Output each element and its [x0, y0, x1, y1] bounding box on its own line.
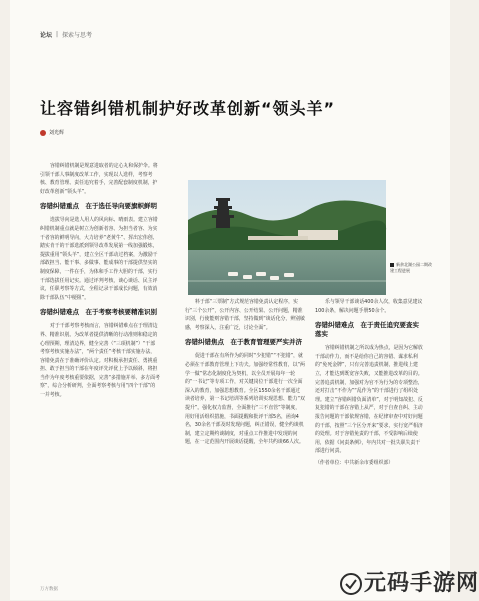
site-watermark — [340, 566, 479, 597]
author-name: 刘光辉 — [49, 130, 65, 136]
photo-caption — [390, 262, 432, 273]
section-separator: | — [56, 31, 59, 38]
section-heading: 容错纠错难点 在于责任追究要查实落实 — [315, 321, 419, 339]
article-title: 让容错纠错机制护好改革创新“领头羊” — [40, 99, 336, 118]
author-bullet-icon — [40, 130, 46, 136]
paragraph: 对于干部考察考核而言，容错纠错难点在于理清边界、精准识别。为改革者提供清晰的行动准则和稳定的心理预期，理清边界，健全完善（“三项机制”）“干部考察考核实施办法”，“两个责任”考核干部实施办法，容错免责在于准确评价认定。对积极承担责任、勇挑重担、敢于担当的干部在年度评先评优上予以倾斜，将担当作为年度考核重要依据，完善“多措施并举、多方面考察”，综合分析研判，全面考察考核与用“四个干部”的一并考核。 — [40, 323, 160, 399]
caption-marker-icon — [390, 263, 394, 267]
section-subtitle: 探索与思考 — [62, 32, 93, 39]
watermark-logo-icon — [340, 573, 362, 595]
paragraph: 促进干部在有所作为的同时“少犯错”“不犯错”，就必须在干部教育管理上下功夫。加强经常性教育，以“两学一做”常态化制度化为契机，以全员开展每年一轮的“一书记”等专项工作，对关键岗位干部进行一次全面深入的教育，加强思想教育。全区1550余名干部通过读者培养，第一书记培训等系列培训实现思想、能力“双提升”。强化权力监督，全面推行“三不直管”等制度，用好用活组织措施，书面提醒和批评干部5名，函询4名，30余名干部及时发现问题，纠正错误，健全约谈机制，建立定期约谈制度，对重点工作推进中发现的问题，在一定范围内开展谈话提醒，全年共约谈66人次。 — [185, 353, 305, 446]
watermark-text: 元码手游网 — [364, 571, 479, 596]
text-column-1 — [40, 162, 160, 403]
section-header — [40, 30, 92, 39]
section-heading: 容错纠错难点 在于考察考核要精准识别 — [40, 308, 157, 317]
paragraph: 选拔导向是选人用人的风向标、晴雨表。建立容错纠错机制重点就是树立为创新者容、为担当者容、为实干者容的鲜明导向，大力培养“老黄牛”、挥出宏伟创、踏实肯干的干部选派到领导改革发展第一线加强锻炼，提拔重用“领头羊”，建立全区干部动过档案，为激励干部敢担当、能干事、多做事、能成事的干部提供坚实的制度保障，一件在手，为体和手工作大胆的干部，实行干部选拔任用记实。通过评判考核，谈心谈话、民主评议，任职考察等方式，全程记录干部成长问题，有效消除干部队伍“中梗阻”。 — [40, 217, 158, 301]
text-column-3 — [315, 298, 423, 471]
author-note: （作者单位：中共新余市委组织部） — [315, 459, 394, 466]
paragraph: 乐与领导干部谈话400余人次，收集意见建议100余条，解决问题手册50余个。 — [315, 299, 423, 314]
magazine-page — [10, 0, 450, 600]
lake-pagoda-photo — [188, 180, 386, 295]
text-column-2 — [185, 298, 305, 450]
section-column: 论坛 — [40, 32, 53, 39]
caption-text: 新余北湖公园二期改建工程进展 — [390, 262, 432, 273]
paragraph: 容错纠错机制是规意进取者的定心丸和保护伞。将引领干部人事制度改革工作，实现以人选样，考察考核、教育管理、责任追究着手，完善配套制度机制，护好改革创新“领头羊”。 — [40, 163, 158, 195]
section-heading: 容错纠错重点 在于选任导向要旗帜鲜明 — [40, 202, 157, 211]
author-line — [40, 129, 64, 136]
section-heading: 容错纠错焦点 在于教育管理要严实并济 — [185, 338, 302, 347]
paragraph: 料于部“三票制”方式规范容错免责认定程序，实行“三个公开”，公开内容、公开结果、公开问题，精准识别，行使能则容错干部，坚持做到“谈话化分，辨别敏感，考察深入，注重广泛，讨论全面”。 — [185, 299, 305, 331]
page-footer-source: 万方数据 — [40, 587, 58, 592]
paragraph: 容错纠错机制之所以成为热点，是因为它解放干部动作力，而不是给你自己的容错、谋求私利的“免死金牌”，只有完善追责机制，推进线上建立，才能达到既宽容失败，又能推进改革的目的。完善追责机制，加强对为官不为行为的专项整治，还对打击“不作为”“乱作为”的干部进行了组织处理。建立“容错纠错负面清单”，对于明知故犯、反复犯错的干部在容错上从严，对于自查自纠、主动报告问题的干部依规容错，在纪律审查中对好问题的干部，按照“三个区分开来”要求，实行宽严相济的处理。对于容错免责的干部，不受影响后续使用，依据《问责条例》，年内共对一批失职失责干部进行问责。 — [315, 345, 423, 455]
